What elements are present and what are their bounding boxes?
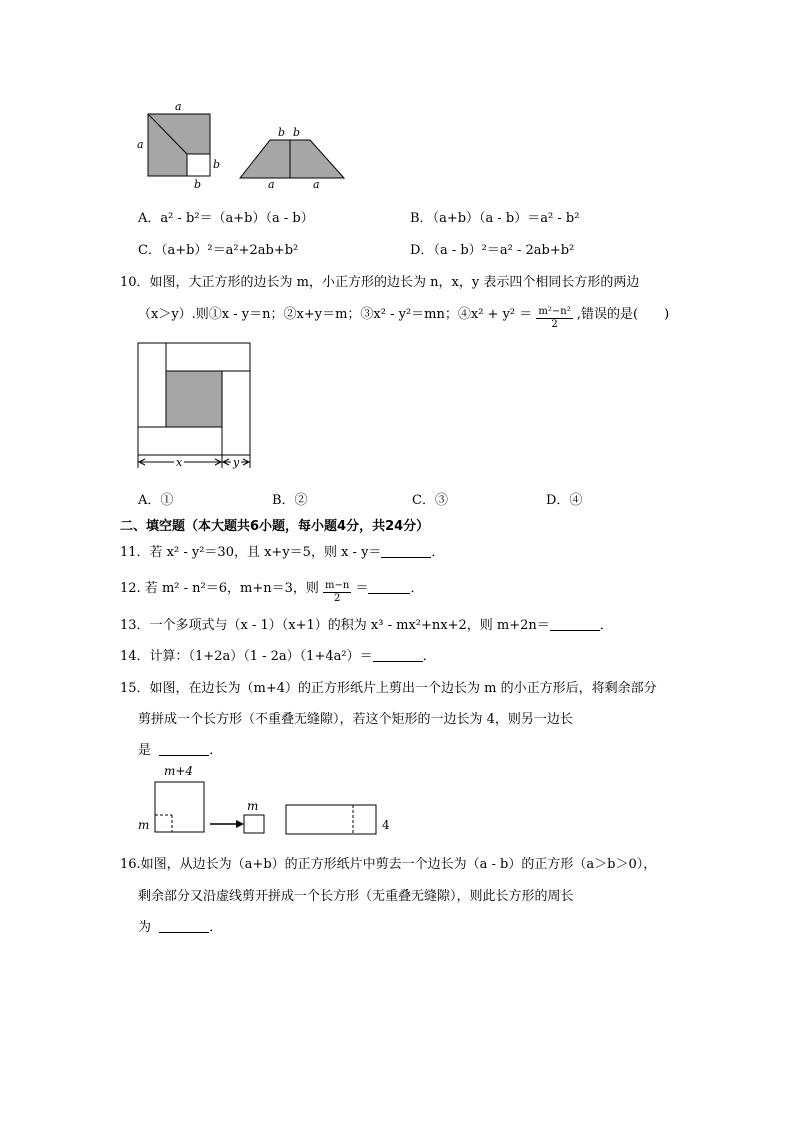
q9-option-b: B．（a+b）（a - b）＝a² - b² <box>410 211 580 226</box>
q14: 14．计算：（1+2a）（1 - 2a）（1+4a²）＝ ． <box>120 649 436 664</box>
q9-figure <box>130 98 360 192</box>
q13: 13．一个多项式与（x - 1）（x+1）的积为 x³ - mx²+nx+2，则 m+2n＝ ． <box>120 618 613 633</box>
q10-option-d: D．④ <box>546 493 583 508</box>
q9-option-c: C．（a+b）²＝a²+2ab+b² <box>138 243 299 258</box>
q15-line1: 15．如图，在边长为（m+4）的正方形纸片上剪出一个边长为 m 的小正方形后，将剩余部分 <box>120 681 657 696</box>
label-4: 4 <box>382 818 390 832</box>
label-b2: b <box>293 126 301 139</box>
q15-line2: 剪拼成一个长方形（不重叠无缝隙），若这个矩形的一边长为 4，则另一边长 <box>138 712 573 727</box>
label-a-left: a <box>137 138 144 151</box>
label-a1: a <box>268 178 275 191</box>
q9-option-c-text: （a+b）²＝a²+2ab+b² <box>160 243 299 258</box>
label-y: y <box>233 456 240 469</box>
label-m-plus-4: m+4 <box>164 764 194 778</box>
q13-answer-blank[interactable] <box>550 618 600 631</box>
q15-line3: 是 ． <box>138 743 223 758</box>
q10-figure <box>132 340 258 470</box>
q12-answer-blank[interactable] <box>368 581 410 594</box>
q9-option-a: A．a² - b²＝（a+b）（a - b） <box>138 211 314 226</box>
label-m-left: m <box>138 818 150 832</box>
q9-option-a-text: a² - b²＝（a+b）（a - b） <box>160 211 314 226</box>
q9-option-d-text: （a - b）²＝a² - 2ab+b² <box>433 243 575 258</box>
q10-option-a: A．① <box>138 493 174 508</box>
q16-line3: 为 ． <box>138 920 223 935</box>
q9-option-d: D．（a - b）²＝a² - 2ab+b² <box>410 243 575 258</box>
label-x: x <box>176 456 183 469</box>
q10-line1: 10．如图，大正方形的边长为 m，小正方形的边长为 n，x，y 表示四个相同长方形的两边 <box>120 275 640 290</box>
q10-option-b: B．② <box>272 493 308 508</box>
label-a-top: a <box>175 100 182 113</box>
q9-option-b-text: （a+b）（a - b）＝a² - b² <box>432 211 580 226</box>
q12: 12. 若 m² - n²＝6，m+n＝3，则 $\frac{m-n}{2}$ ＝ ． <box>120 580 424 604</box>
q11: 11．若 x² - y²＝30，且 x+y＝5，则 x - y＝ ． <box>120 545 445 560</box>
q10-fraction: $\frac{\text{m²−n²}}{2}$ <box>538 306 571 330</box>
q10-line2: （x＞y）.则①x - y＝n；②x+y＝m；③x² - y²＝mn；④x² + y² ＝ $\frac{\text{m²−n²}}{2}$ ,错误的是( ) <box>138 306 670 330</box>
q10-number: 10． <box>120 275 150 290</box>
section-fill-in-title: 二、填空题（本大题共6小题，每小题4分，共24分） <box>120 519 430 534</box>
q11-answer-blank[interactable] <box>381 545 431 558</box>
label-b-right: b <box>213 158 221 171</box>
label-b-bottom: b <box>194 178 202 191</box>
label-m-small: m <box>247 799 259 813</box>
q16-line1: 16.如图，从边长为（a+b）的正方形纸片中剪去一个边长为（a - b）的正方形（a＞b＞0）， <box>120 857 657 872</box>
label-a2: a <box>313 178 320 191</box>
label-b1: b <box>278 126 286 139</box>
q12-fraction: $\frac{m-n}{2}$ <box>325 580 350 604</box>
q14-answer-blank[interactable] <box>373 649 423 662</box>
q10-option-c: C．③ <box>412 493 448 508</box>
q15-figure <box>134 763 394 839</box>
q16-answer-blank[interactable] <box>159 920 209 933</box>
q16-line2: 剩余部分又沿虚线剪开拼成一个长方形（无重叠无缝隙），则此长方形的周长 <box>138 889 574 904</box>
q15-answer-blank[interactable] <box>159 743 209 756</box>
